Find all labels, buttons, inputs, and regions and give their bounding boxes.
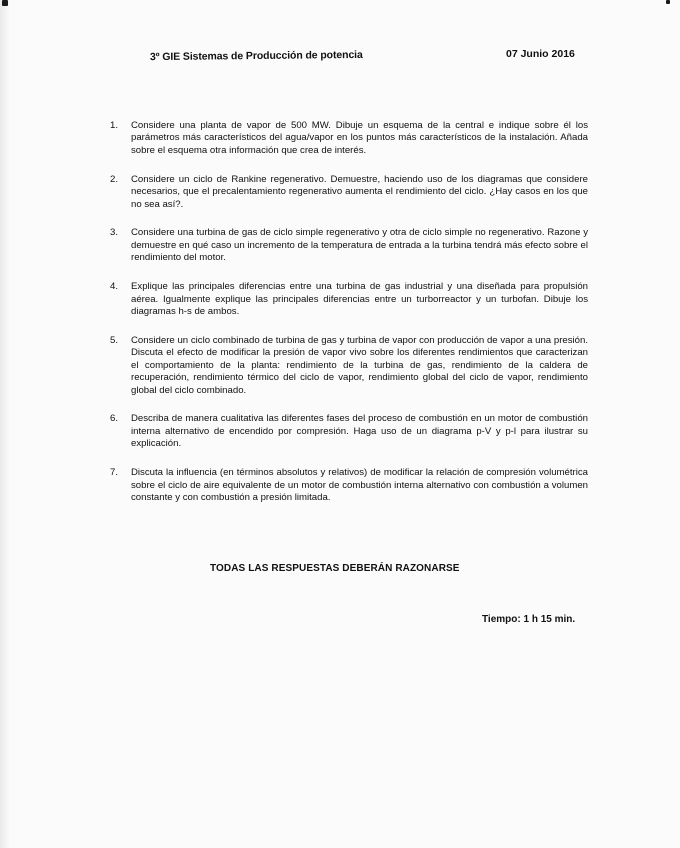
question-item xyxy=(110,174,588,211)
question-item xyxy=(110,120,588,157)
question-text: Considere una turbina de gas de ciclo simple regenerativo y otra de ciclo simple no regenerativo. Razone y demuestre en qué caso un incremento de la temperatura de entrada a la turbina tendrá más efecto sobre el rendimiento del motor. xyxy=(131,227,588,264)
question-number: 4. xyxy=(110,281,119,293)
instructions-note: TODAS LAS RESPUESTAS DEBERÁN RAZONARSE xyxy=(210,563,460,574)
question-item xyxy=(110,227,588,264)
question-number: 1. xyxy=(110,120,119,131)
exam-date: 07 Junio 2016 xyxy=(506,48,575,60)
question-number: 3. xyxy=(110,227,119,239)
question-number: 7. xyxy=(110,467,119,479)
scan-artifact-top-right xyxy=(666,0,670,4)
question-list xyxy=(110,120,588,521)
question-item xyxy=(110,281,588,318)
question-text: Considere una planta de vapor de 500 MW. Dibuje un esquema de la central e indique sobre él los parámetros más característicos del agua/vapor en los puntos más característicos de la instalación. Añada sobre el esquema otra información que crea de interés. xyxy=(131,120,588,156)
question-item xyxy=(110,335,588,397)
question-text: Discuta la influencia (en términos absolutos y relativos) de modificar la relación de compresión volumétrica sobre el ciclo de aire equivalente de un motor de combustión interna alternativo con combustión a volumen constante y con combustión a presión limitada. xyxy=(131,467,588,503)
question-number: 2. xyxy=(110,173,119,185)
question-text: Considere un ciclo de Rankine regenerativo. Demuestre, haciendo uso de los diagramas que considere necesarios, que el precalentamiento regenerativo aumenta el rendimiento del ciclo. ¿Hay casos en los que no sea así?. xyxy=(131,173,588,210)
question-text: Describa de manera cualitativa las diferentes fases del proceso de combustión en un motor de combustión interna alternativo de encendido por compresión. Haga uso de un diagrama p-V y p-l para ilustrar su explicación. xyxy=(131,413,588,450)
scan-shadow xyxy=(0,0,10,848)
question-number: 5. xyxy=(110,334,119,346)
scan-artifact-top-left xyxy=(2,0,8,6)
question-item xyxy=(110,413,588,450)
course-title: 3º GIE Sistemas de Producción de potencia xyxy=(149,48,363,64)
question-item xyxy=(110,467,588,504)
question-text: Explique las principales diferencias entre una turbina de gas industrial y una diseñada para propulsión aérea. Igualmente explique las principales diferencias entre un turborreactor y un turbofan. Dibuje los diagramas h-s de ambos. xyxy=(131,281,588,317)
question-text: Considere un ciclo combinado de turbina de gas y turbina de vapor con producción de vapor a una presión. Discuta el efecto de modificar la presión de vapor vivo sobre los diferentes rendimientos que caracterizan el comportamiento de la planta: rendimiento de la turbina de gas, rendimiento de la caldera de recuperación, rendimiento térmico del ciclo de vapor, rendimiento global del ciclo de vapor, rendimiento global del ciclo combinado. xyxy=(131,334,588,396)
question-number: 6. xyxy=(110,413,119,425)
time-limit: Tiempo: 1 h 15 min. xyxy=(482,614,576,625)
